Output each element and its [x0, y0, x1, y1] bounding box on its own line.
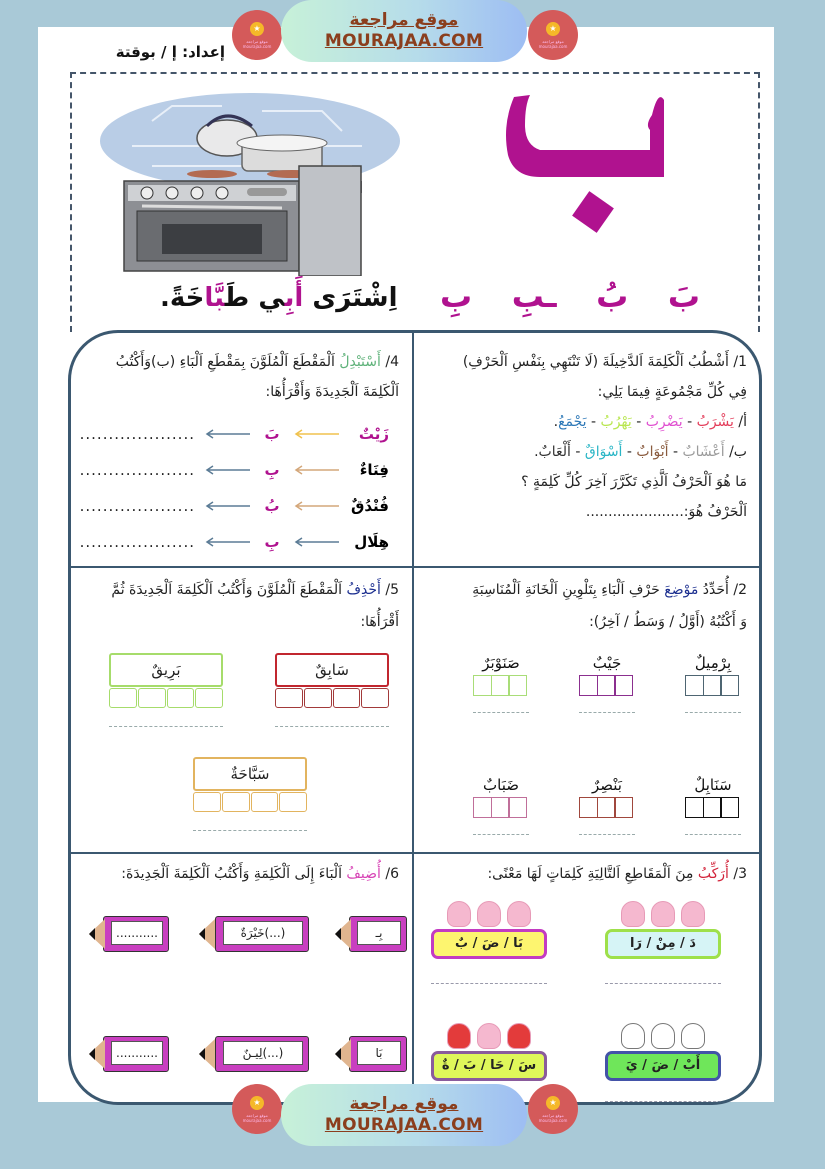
logo-badge-right-bottom: ★ موقع مراجعة mourajaa.com [528, 1084, 578, 1134]
syllable-tag: دَ / مِنْ / رَا [605, 929, 721, 959]
word-option[interactable]: يَهْرُبُ [600, 414, 632, 430]
exercise-1: 1/ أَشْطُبُ اَلْكَلِمَةَ اَلدَّخِيلَةَ (لَا تَنْتَهِي بِنَفْسِ اَلْحَرْفِ) فِي كُلِّ مَجْمُوعَةٍ فِيمَا يَلِي: أ/ يَشْرَبُ - يَضْرِبُ - يَهْرُبُ - يَجْمَعُ. ب/ أَعْشَابٌ - أَبْوَابٌ - أَسْوَاقٌ - أَلْعَابٌ. مَا هُوَ اَلْحَرْفُ اَلَّذِي تَكَرَّرَ آخِرَ كُلِّ كَلِمَةٍ ؟ اَلْحَرْفُ هُوَ:...................... [417, 347, 747, 527]
cell[interactable] [491, 797, 510, 818]
banner-latin: MOURAJAA.COM [324, 31, 484, 51]
answer-blank[interactable] [685, 712, 741, 713]
cartoon-characters [605, 901, 721, 931]
answer-blank[interactable] [605, 1101, 721, 1102]
answer-blank[interactable] [193, 830, 307, 831]
cell[interactable] [138, 688, 166, 708]
syllable-tag: سَ / حَا / بَ / ةٌ [431, 1051, 547, 1081]
position-box: سَنَابِلٌ [683, 773, 743, 835]
vowel-form: بِ [440, 277, 473, 315]
author-credit: إعداد: إ / بوقتة [115, 43, 225, 61]
answer-blank[interactable]: .................... [79, 533, 195, 551]
arrow-left-icon [294, 429, 339, 439]
position-box: صَنَوْبَرٌ [471, 651, 531, 713]
answer-blank[interactable] [109, 726, 223, 727]
cell[interactable] [597, 797, 616, 818]
book-icon: ★ [546, 1096, 560, 1110]
cell[interactable] [333, 688, 361, 708]
pencil-answer[interactable]: ........... [89, 916, 169, 952]
stove-illustration [92, 86, 400, 276]
arrow-left-icon [205, 465, 250, 475]
substitution-row: فِنَاءٌ بِ .................... [79, 461, 389, 479]
cell[interactable] [491, 675, 510, 696]
cell[interactable] [597, 675, 616, 696]
group-a: أ/ يَشْرَبُ - يَضْرِبُ - يَهْرُبُ - يَجْمَعُ. [553, 414, 747, 430]
book-icon: ★ [546, 22, 560, 36]
syllable-tag: بَا / ضَ / بٌ [431, 929, 547, 959]
cell[interactable] [167, 688, 195, 708]
exercise-6: 6/ أُضِيفُ اَلْبَاءَ إِلَى اَلْكَلِمَةِ وَأَكْتُبُ اَلْكَلِمَةَ اَلْجَدِيدَةَ: [121, 866, 399, 882]
pencil-word: (...)خَيْرَةٌ [199, 916, 309, 952]
word-option[interactable]: أَعْشَابٌ [682, 444, 725, 460]
arrow-left-icon [294, 465, 339, 475]
banner-arabic: موقع مراجعة [349, 10, 459, 30]
cartoon-characters [605, 1023, 721, 1053]
substitution-row: زَيْتٌ بَ .................... [79, 425, 389, 443]
divider-horizontal [71, 566, 762, 568]
answer-blank[interactable]: .................... [79, 497, 195, 515]
answer-blank[interactable]: .................... [79, 425, 195, 443]
word-option[interactable]: يَشْرَبُ [696, 414, 734, 430]
cell[interactable] [275, 688, 303, 708]
logo-badge-left-top: ★ موقع مراجعة mourajaa.com [232, 10, 282, 60]
exercise-5: 5/ أَحْذِفُ اَلْمَقْطَعَ اَلْمُلَوَّنَ وَأَكْتُبُ اَلْكَلِمَةَ اَلْجَدِيدَةَ ثُمَّ أَقْرَأُهَا: [111, 582, 399, 630]
position-box: بِرْمِيلٌ [683, 651, 743, 713]
arrow-left-icon [294, 501, 339, 511]
pencil-word: (...)لِيـنٌ [199, 1036, 309, 1072]
cell[interactable] [703, 797, 722, 818]
exercise-3: 3/ أُرَكِّبُ مِنَ اَلْمَقَاطِعِ اَلتَّالِيَةِ كَلِمَاتٍ لَهَا مَعْنًى: [487, 866, 747, 882]
arrow-left-icon [205, 429, 250, 439]
pencil-prefix: بَا [335, 1036, 407, 1072]
cell[interactable] [251, 792, 279, 812]
letter-ba-large [500, 85, 670, 240]
cell[interactable] [361, 688, 389, 708]
word-box: بَرِيقٌ [109, 653, 223, 727]
answer-blank[interactable] [579, 712, 635, 713]
answer-blank[interactable] [275, 726, 389, 727]
cell[interactable] [614, 675, 633, 696]
position-box: جَيْبٌ [577, 651, 637, 713]
word-option[interactable]: أَلْعَابٌ [538, 444, 571, 460]
word-option[interactable]: أَبْوَابٌ [636, 444, 669, 460]
answer-field[interactable]: اَلْحَرْفُ هُوَ:...................... [585, 504, 747, 520]
pencil-answer[interactable]: ........... [89, 1036, 169, 1072]
cell[interactable] [614, 797, 633, 818]
logo-badge-right-top: ★ موقع مراجعة mourajaa.com [528, 10, 578, 60]
cell[interactable] [473, 675, 492, 696]
position-box: بَنْصِرٌ [577, 773, 637, 835]
book-icon: ★ [250, 22, 264, 36]
arrow-left-icon [294, 537, 339, 547]
vowel-form: ـبِ [511, 277, 557, 315]
answer-blank[interactable] [685, 834, 741, 835]
cell[interactable] [304, 688, 332, 708]
cell[interactable] [508, 797, 527, 818]
group-b: ب/ أَعْشَابٌ - أَبْوَابٌ - أَسْوَاقٌ - أَلْعَابٌ. [534, 444, 747, 460]
cell[interactable] [195, 688, 223, 708]
exercise-4: 4/ أَسْتَبْدِلُ اَلْمَقْطَعَ اَلْمُلَوَّنَ بِمَقْطَعِ اَلْبَاءِ (ب)وَأَكْتُبُ اَلْكَلِمَةَ اَلْجَدِيدَةَ وَأَقْرَأُهَا: [115, 354, 399, 400]
word-option[interactable]: أَسْوَاقٌ [584, 444, 623, 460]
answer-blank[interactable] [579, 834, 635, 835]
cartoon-characters [431, 1023, 547, 1053]
vowel-form: بُ [596, 277, 629, 315]
banner-latin: MOURAJAA.COM [324, 1115, 484, 1135]
cell[interactable] [685, 675, 704, 696]
syllable-tag: أَبْ / ضَ / يَ [605, 1051, 721, 1081]
substitution-row: هِلَال بِ .................... [79, 533, 389, 551]
exercises-panel [68, 330, 762, 1105]
cell[interactable] [508, 675, 527, 696]
example-sentence: اِشْتَرَى أَبِي طَبَّاخَةً. [160, 283, 398, 313]
book-icon: ★ [250, 1096, 264, 1110]
cell[interactable] [193, 792, 221, 812]
logo-badge-left-bottom: ★ موقع مراجعة mourajaa.com [232, 1084, 282, 1134]
cell[interactable] [473, 797, 492, 818]
word-box: سَبَّاحَةٌ [193, 757, 307, 831]
cell[interactable] [703, 675, 722, 696]
answer-blank[interactable]: .................... [79, 461, 195, 479]
word-option[interactable]: يَضْرِبُ [645, 414, 683, 430]
pencil-prefix: بِـ [335, 916, 407, 952]
exercise-2: 2/ أُحَدِّدُ مَوْضِعَ حَرْفِ اَلْبَاءِ بِتَلْوِينِ اَلْخَانَةِ اَلْمُنَاسِبَةِ وَ أَكْتُبُهُ (أَوَّلُ / وَسَطُ / آخِرُ): [472, 582, 747, 630]
arrow-left-icon [205, 501, 250, 511]
cell[interactable] [720, 675, 739, 696]
answer-blank[interactable] [473, 712, 529, 713]
answer-blank[interactable] [473, 834, 529, 835]
answer-blank[interactable] [605, 983, 721, 984]
position-box: ضَبَابٌ [471, 773, 531, 835]
cell[interactable] [222, 792, 250, 812]
divider-vertical [412, 333, 414, 1105]
cell[interactable] [109, 688, 137, 708]
substitution-row: فُنْدُقٌ بُ .................... [79, 497, 389, 515]
divider-horizontal [71, 852, 762, 854]
site-banner-bottom[interactable] [281, 1084, 527, 1146]
vowel-forms [440, 277, 700, 315]
banner-arabic: موقع مراجعة [349, 1094, 459, 1114]
vowel-form: بَ [667, 277, 700, 315]
arrow-left-icon [205, 537, 250, 547]
cell[interactable] [720, 797, 739, 818]
cartoon-characters [431, 901, 547, 931]
cell[interactable] [279, 792, 307, 812]
cell[interactable] [579, 797, 598, 818]
word-box: سَابِقٌ [275, 653, 389, 727]
cell[interactable] [685, 797, 704, 818]
answer-blank[interactable] [431, 983, 547, 984]
site-banner-top[interactable] [281, 0, 527, 62]
cell[interactable] [579, 675, 598, 696]
word-option[interactable]: يَجْمَعُ [558, 414, 587, 430]
